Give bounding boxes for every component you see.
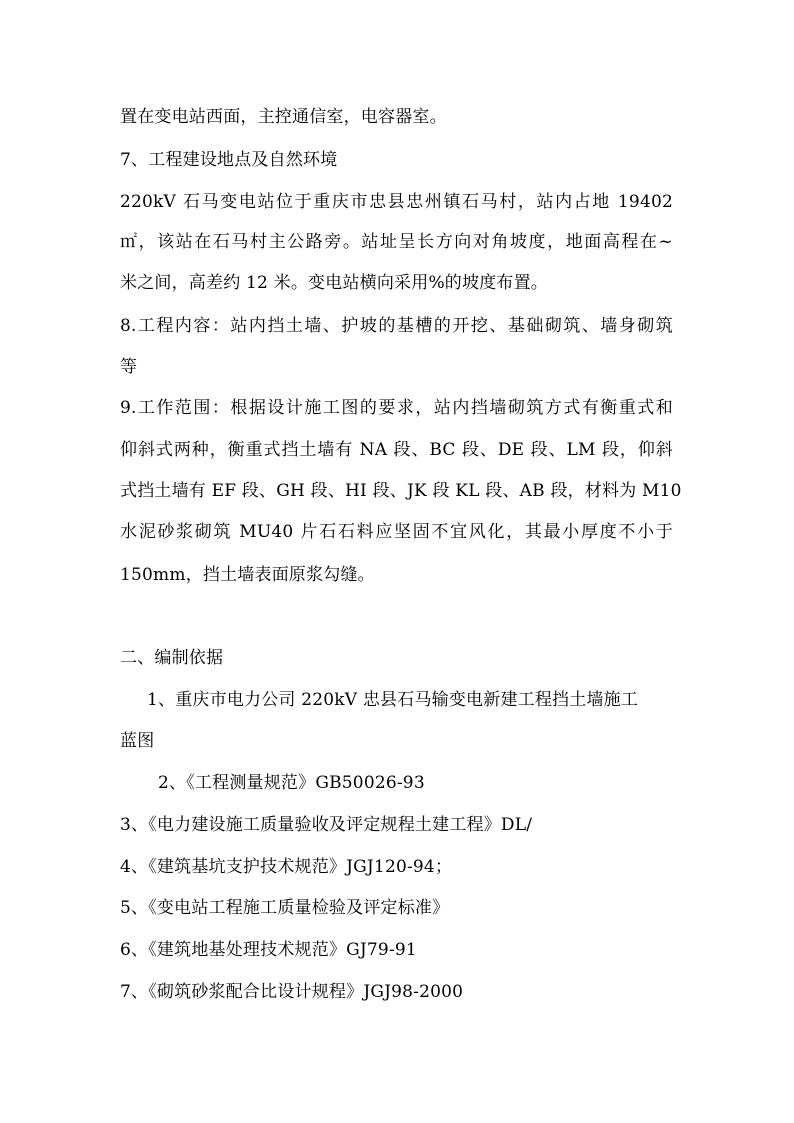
- text-line-3: 220kV 石马变电站位于重庆市忠县忠州镇石马村，站内占地 19402: [120, 192, 673, 212]
- text-line-9: 仰斜式两种，衡重式挡土墙有 NA 段、BC 段、DE 段、LM 段，仰斜: [120, 440, 673, 460]
- section-heading-9: 9.工作范围：根据设计施工图的要求，站内挡墙砌筑方式有衡重式和: [120, 398, 673, 418]
- section-heading-8: 8.工程内容：站内挡土墙、护坡的基槽的开挖、基础砌筑、墙身砌筑: [120, 316, 673, 336]
- text-line-4: ㎡，该站在石马村主公路旁。站址呈长方向对角坡度，地面高程在~: [120, 232, 673, 252]
- text-line-1: 置在变电站西面，主控通信室，电容器室。: [120, 107, 447, 127]
- text-line-10: 式挡土墙有 EF 段、GH 段、HI 段、JK 段 KL 段、AB 段，材料为 M10: [120, 481, 682, 501]
- reference-item-7: 7、《砌筑砂浆配合比设计规程》JGJ98-2000: [120, 982, 464, 1002]
- reference-item-2: 2、《工程测量规范》GB50026-93: [158, 773, 425, 793]
- reference-item-1: 1、重庆市电力公司 220kV 忠县石马输变电新建工程挡土墙施工: [147, 690, 639, 710]
- reference-item-4: 4、《建筑基坑支护技术规范》JGJ120-94；: [120, 857, 453, 877]
- section-heading-7: 7、工程建设地点及自然环境: [120, 150, 338, 170]
- text-line-12: 150mm，挡土墙表面原浆勾缝。: [120, 565, 375, 585]
- text-line-7: 等: [120, 357, 138, 377]
- reference-item-5: 5、《变电站工程施工质量检验及评定标准》: [120, 898, 450, 918]
- text-line-11: 水泥砂浆砌筑 MU40 片石石料应坚固不宜风化，其最小厚度不小于: [120, 522, 673, 542]
- reference-item-6: 6、《建筑地基处理技术规范》GJ79-91: [120, 940, 417, 960]
- section-heading-basis: 二、编制依据: [120, 648, 224, 668]
- reference-item-1-cont: 蓝图: [120, 731, 155, 751]
- text-line-5: 米之间，高差约 12 米。变电站横向采用%的坡度布置。: [120, 273, 548, 293]
- reference-item-3: 3、《电力建设施工质量验收及评定规程土建工程》DL/: [120, 815, 533, 835]
